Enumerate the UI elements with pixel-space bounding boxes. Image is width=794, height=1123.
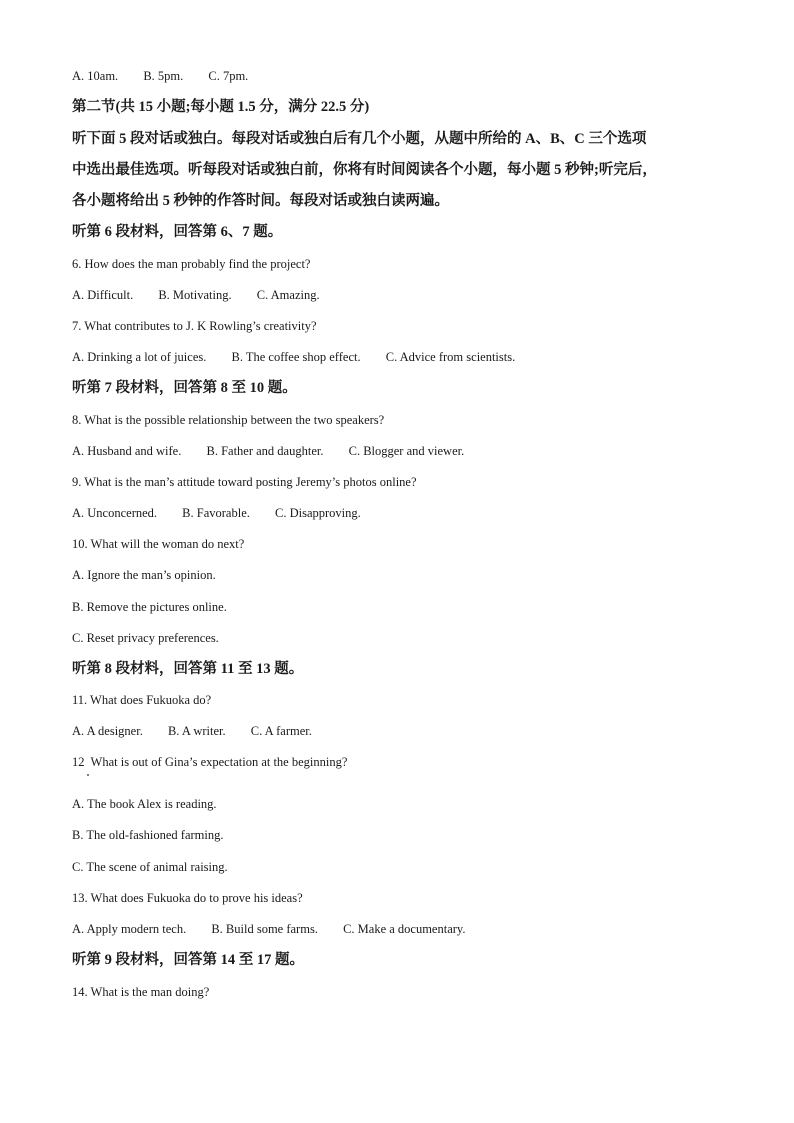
material6-heading: 听第 6 段材料，回答第 6、7 题。 [72,224,283,240]
q8-question: 8. What is the possible relationship between the two speakers? [72,413,385,427]
q7-question: 7. What contributes to J. K Rowling’s creativity? [72,319,317,333]
q11-options-row [72,723,312,739]
q12-question: 12 What is out of Gina’s expectation at the beginning? [72,755,348,769]
stray-dot [87,774,89,776]
q7-options-row [72,349,515,365]
material7-heading: 听第 7 段材料，回答第 8 至 10 题。 [72,380,297,396]
q11-option-a: A. A designer. [72,724,143,738]
q14-question: 14. What is the man doing? [72,985,210,999]
q10-option-c: C. Reset privacy preferences. [72,631,219,645]
q5-options-row [72,68,248,84]
q8-option-b: B. Father and daughter. [206,444,324,458]
q9-question: 9. What is the man’s attitude toward posting Jeremy’s photos online? [72,475,417,489]
q5-option-b: B. 5pm. [143,69,184,83]
q12-option-c: C. The scene of animal raising. [72,860,228,874]
q6-options-row [72,287,320,303]
q6-option-c: C. Amazing. [256,288,320,302]
q5-option-a: A. 10am. [72,69,119,83]
q11-option-c: C. A farmer. [250,724,312,738]
q13-option-a: A. Apply modern tech. [72,922,187,936]
q10-question: 10. What will the woman do next? [72,537,245,551]
q13-option-b: B. Build some farms. [211,922,318,936]
q8-options-row [72,443,464,459]
q7-option-c: C. Advice from scientists. [385,350,516,364]
q8-option-c: C. Blogger and viewer. [348,444,465,458]
q13-question: 13. What does Fukuoka do to prove his ideas? [72,891,303,905]
section2-title: 第二节(共 15 小题;每小题 1.5 分，满分 22.5 分) [72,99,370,115]
q9-option-a: A. Unconcerned. [72,506,158,520]
q11-option-b: B. A writer. [167,724,226,738]
instructions-line-3: 各小题将给出 5 秒钟的作答时间。每段对话或独白读两遍。 [72,193,449,209]
q6-option-b: B. Motivating. [158,288,232,302]
q7-option-a: A. Drinking a lot of juices. [72,350,207,364]
q7-option-b: B. The coffee shop effect. [231,350,361,364]
q10-option-b: B. Remove the pictures online. [72,600,227,614]
q8-option-a: A. Husband and wife. [72,444,182,458]
instructions-line-1: 听下面 5 段对话或独白。每段对话或独白后有几个小题，从题中所给的 A、B、C 三个选项 [72,131,647,147]
q5-option-c: C. 7pm. [208,69,249,83]
q12-option-a: A. The book Alex is reading. [72,797,217,811]
material9-heading: 听第 9 段材料，回答第 14 至 17 题。 [72,952,304,968]
q12-option-b: B. The old-fashioned farming. [72,828,224,842]
q6-option-a: A. Difficult. [72,288,134,302]
q9-option-c: C. Disapproving. [275,506,361,520]
q13-options-row [72,921,465,937]
q9-option-b: B. Favorable. [182,506,250,520]
q6-question: 6. How does the man probably find the project? [72,257,311,271]
q9-options-row [72,505,361,521]
q11-question: 11. What does Fukuoka do? [72,693,212,707]
q13-option-c: C. Make a documentary. [343,922,466,936]
material8-heading: 听第 8 段材料，回答第 11 至 13 题。 [72,661,304,677]
q10-option-a: A. Ignore the man’s opinion. [72,568,216,582]
instructions-line-2: 中选出最佳选项。听每段对话或独白前，你将有时间阅读各个小题，每小题 5 秒钟;听完后， [72,162,657,178]
